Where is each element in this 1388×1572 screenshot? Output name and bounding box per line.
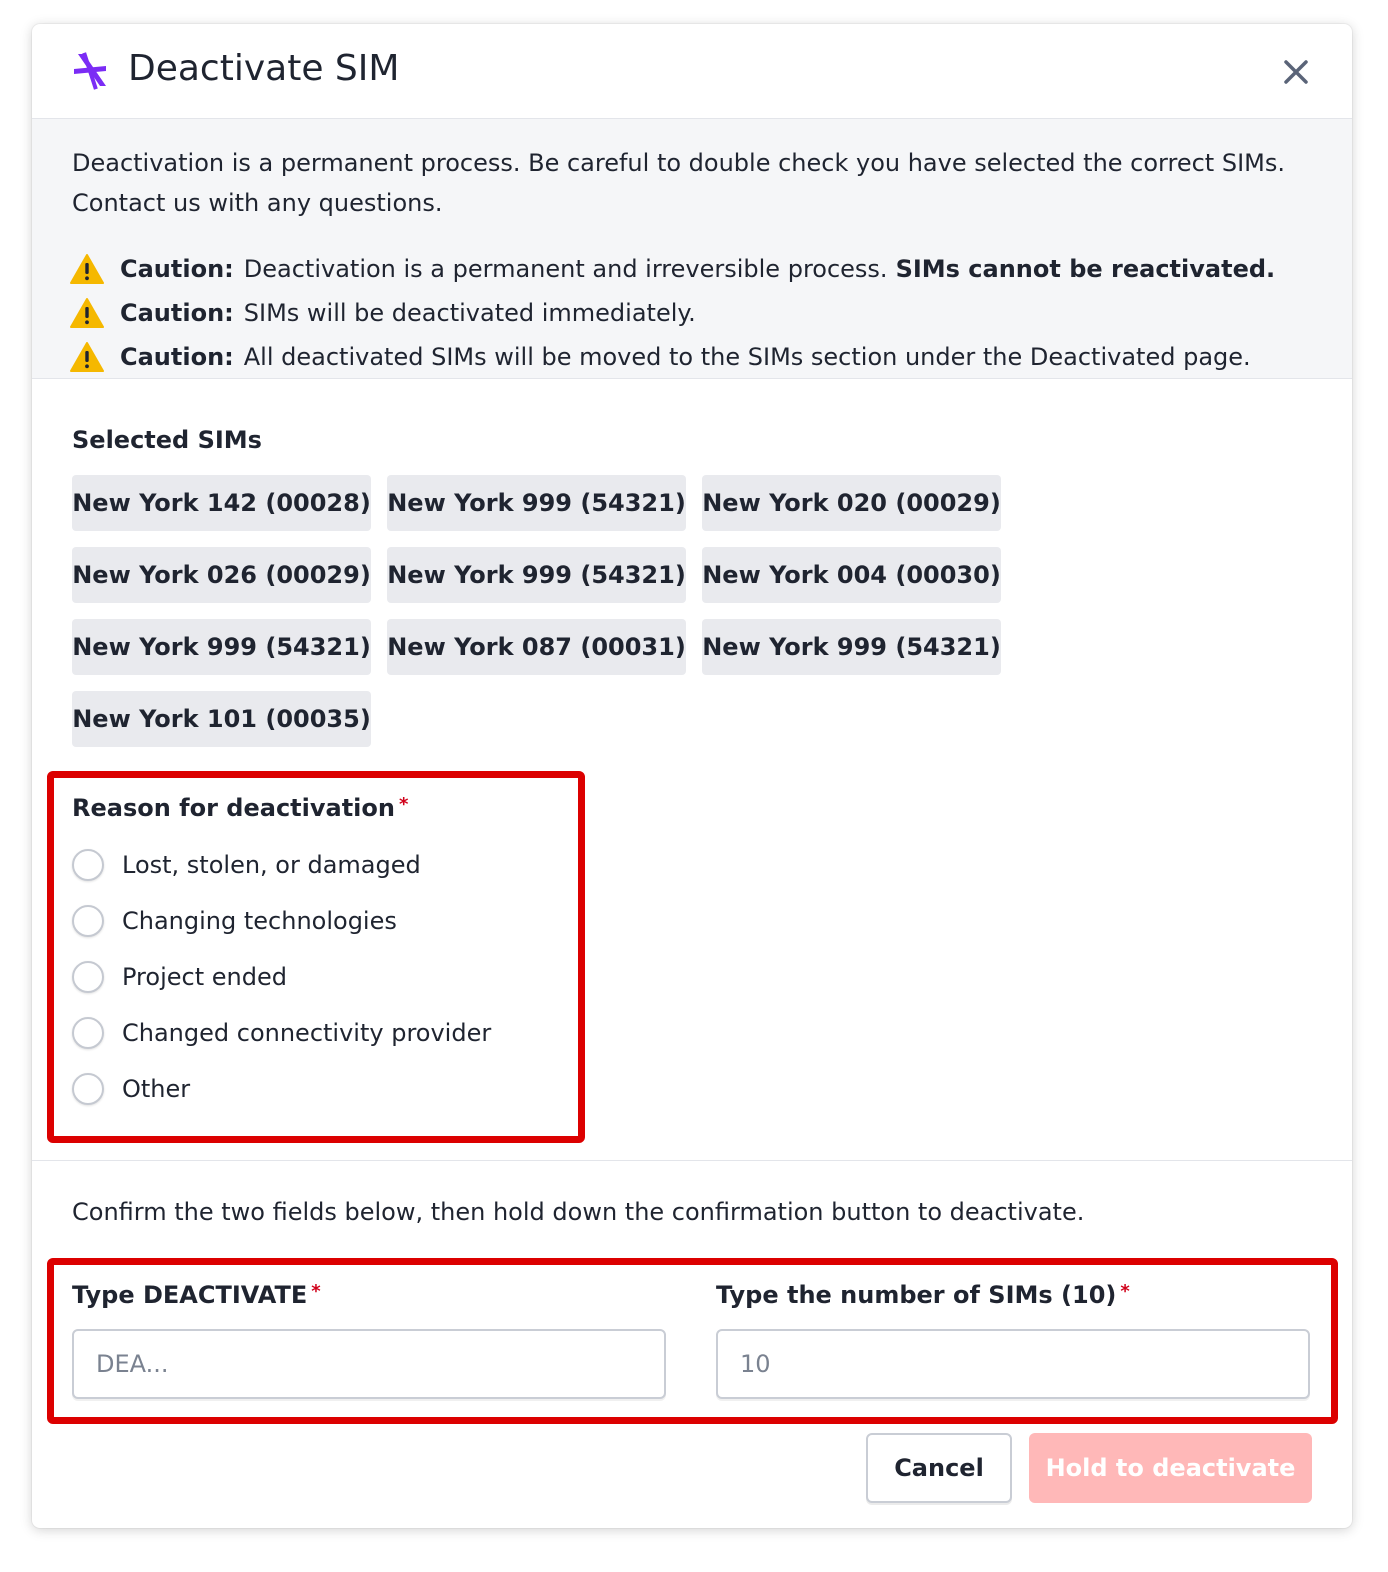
deactivate-field-label-text: Type DEACTIVATE — [72, 1281, 308, 1309]
hold-to-deactivate-button[interactable]: Hold to deactivate — [1029, 1433, 1312, 1503]
sparkle-logo-icon — [72, 52, 108, 90]
caution-emphasis: SIMs cannot be reactivated. — [895, 255, 1276, 283]
caution-row — [70, 251, 1285, 287]
sim-chip: New York 999 (54321) — [702, 619, 1001, 675]
modal-title: Deactivate SIM — [128, 48, 400, 89]
caution-row — [70, 295, 696, 331]
caution-text: SIMs will be deactivated immediately. — [243, 299, 696, 327]
reason-option-label: Project ended — [122, 963, 287, 991]
sim-count-field-label-text: Type the number of SIMs (10) — [716, 1281, 1117, 1309]
highlight-box-confirm-fields — [47, 1258, 1338, 1424]
reason-option-label: Changed connectivity provider — [122, 1019, 492, 1047]
sim-chip: New York 142 (00028) — [72, 475, 371, 531]
warning-icon — [70, 341, 104, 373]
close-icon[interactable] — [1278, 54, 1314, 90]
section-divider — [32, 1160, 1352, 1161]
caution-label: Caution: — [120, 255, 234, 283]
sim-chip: New York 999 (54321) — [72, 619, 371, 675]
reason-option-label: Lost, stolen, or damaged — [122, 851, 421, 879]
modal-header — [32, 24, 1352, 119]
sim-chip: New York 999 (54321) — [387, 547, 686, 603]
reason-option-label: Other — [122, 1075, 191, 1103]
caution-text: All deactivated SIMs will be moved to the SIMs section under the Deactivated page. — [243, 343, 1251, 371]
sim-chip: New York 020 (00029) — [702, 475, 1001, 531]
sim-chip: New York 004 (00030) — [702, 547, 1001, 603]
required-marker: * — [311, 1281, 321, 1302]
reason-label-text: Reason for deactivation — [72, 794, 395, 822]
caution-row — [70, 339, 1251, 375]
sim-chip: New York 026 (00029) — [72, 547, 371, 603]
reason-option-label: Changing technologies — [122, 907, 397, 935]
selected-sims-label: Selected SIMs — [72, 426, 262, 454]
sim-chip: New York 087 (00031) — [387, 619, 686, 675]
required-marker: * — [1120, 1281, 1130, 1302]
caution-label: Caution: — [120, 299, 234, 327]
required-marker: * — [398, 794, 409, 815]
caution-text: Deactivation is a permanent and irreversible process. — [243, 255, 888, 283]
cancel-button[interactable]: Cancel — [866, 1433, 1012, 1503]
warning-panel — [32, 119, 1352, 379]
intro-description: Deactivation is a permanent process. Be careful to double check you have selected the correct SIMs. Contact us with any questions. — [72, 149, 1285, 217]
caution-label: Caution: — [120, 343, 234, 371]
warning-icon — [70, 253, 104, 285]
sim-chip: New York 999 (54321) — [387, 475, 686, 531]
sim-chip: New York 101 (00035) — [72, 691, 371, 747]
highlight-box-reason — [47, 771, 585, 1143]
confirm-instructions: Confirm the two fields below, then hold down the confirmation button to deactivate. — [72, 1198, 1085, 1226]
warning-icon — [70, 297, 104, 329]
